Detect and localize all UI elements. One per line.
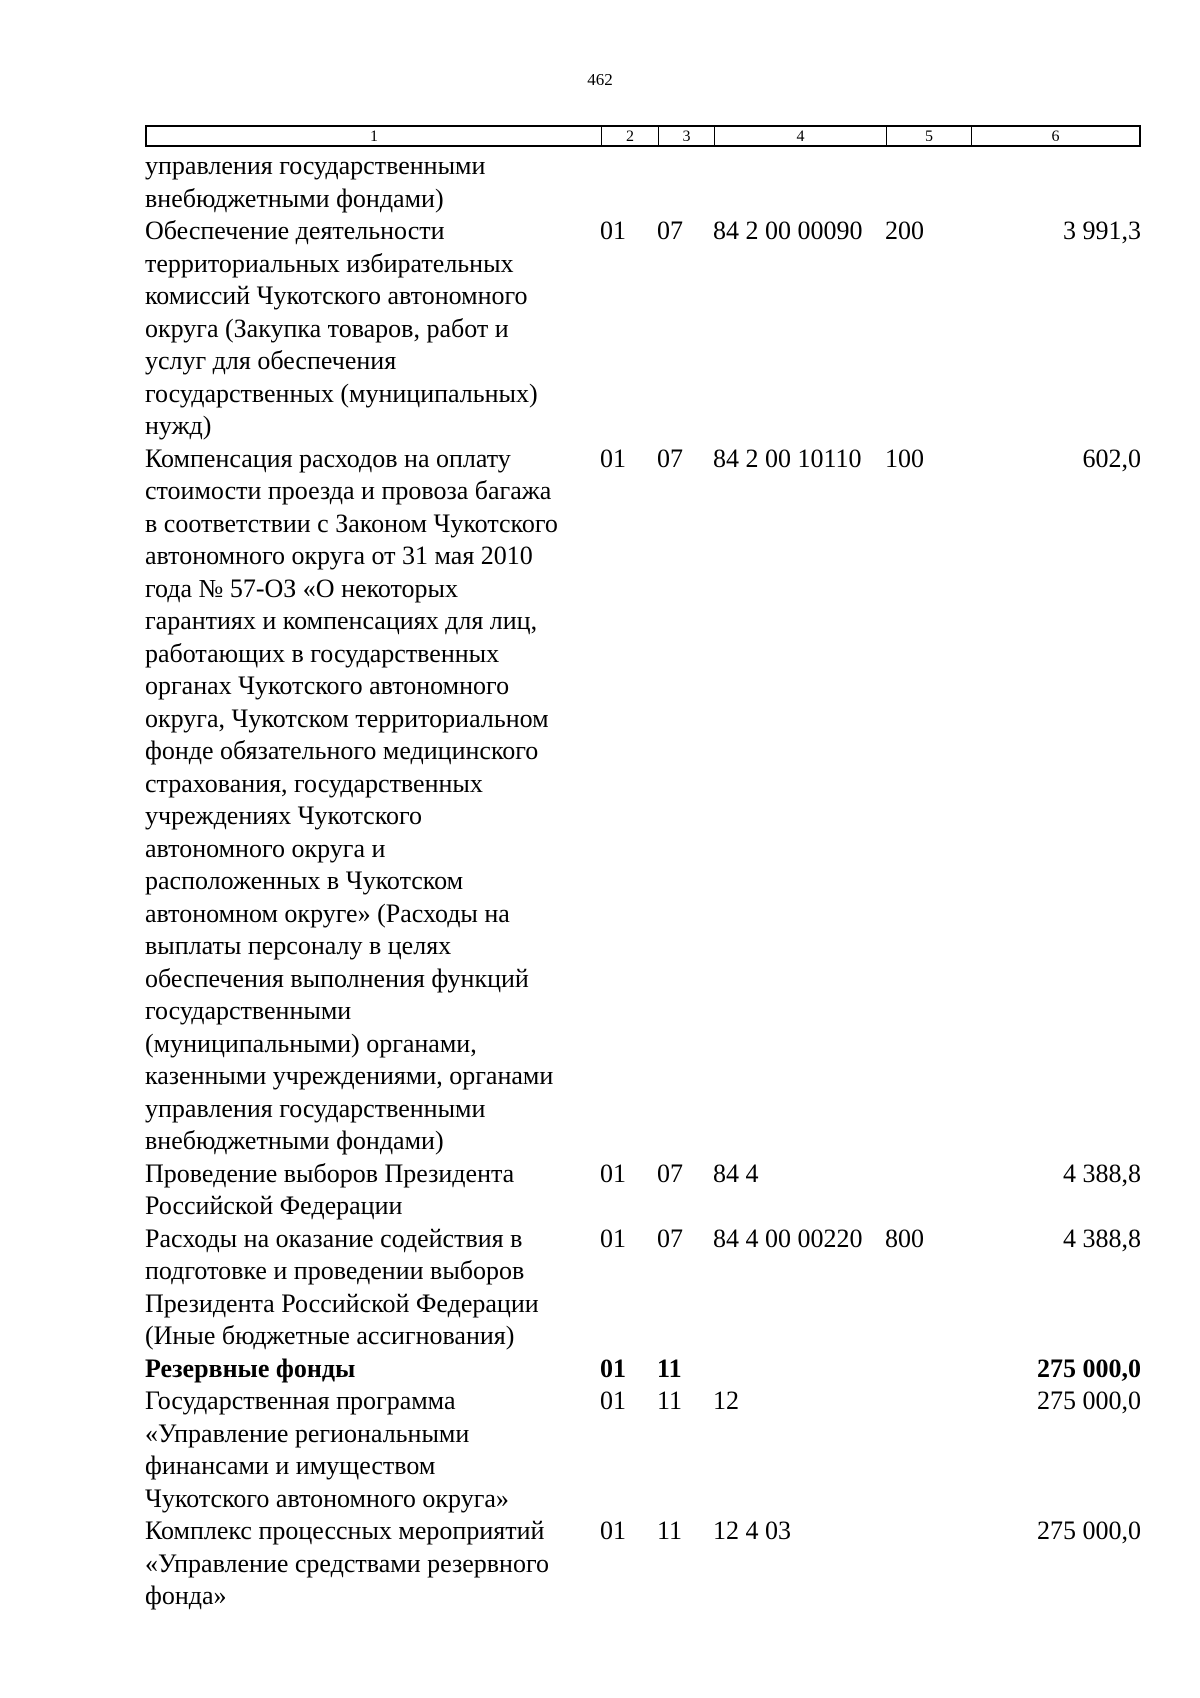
target-article-code: 84 4 00 00220 [713, 1223, 863, 1253]
section-code: 01 [600, 1353, 626, 1383]
section-code: 01 [600, 1386, 626, 1415]
expense-name-line: Компенсация расходов на оплату [145, 443, 511, 473]
amount [970, 150, 1141, 215]
header-col-6: 6 [1051, 128, 1060, 145]
expense-name [145, 1223, 600, 1353]
expense-name-line: автономного округа от 31 мая 2010 [145, 541, 533, 570]
target-article-code [713, 150, 885, 215]
expense-name [145, 1385, 600, 1515]
table-row [145, 215, 1141, 443]
target-article-code: 84 4 [713, 1158, 759, 1188]
subsection-code: 11 [657, 1516, 683, 1545]
expense-type-code [885, 1515, 970, 1613]
expense-name-line: работающих в государственных [145, 638, 500, 668]
expense-name-line: казенными учреждениями, органами [145, 1061, 554, 1090]
expense-name-line: Обеспечение деятельности [145, 216, 445, 245]
amount: 275 000,0 [1037, 1386, 1141, 1415]
subsection-code: 11 [657, 1386, 683, 1415]
header-col-4: 4 [715, 127, 887, 145]
amount: 3 991,3 [1063, 216, 1141, 245]
amount: 602,0 [1082, 443, 1141, 473]
expense-name-line: стоимости проезда и провоза багажа [145, 476, 552, 505]
table-row [145, 1385, 1141, 1515]
table-row [145, 1158, 1141, 1223]
expense-name-line: территориальных избирательных [145, 248, 514, 278]
expense-name-line: учреждениях Чукотского [145, 801, 423, 830]
header-col-3: 3 [659, 127, 715, 145]
section-code: 01 [600, 443, 626, 473]
amount: 4 388,8 [1063, 1158, 1141, 1188]
subsection-code: 07 [657, 1223, 683, 1253]
expense-name-line: в соответствии с Законом Чукотского [145, 508, 558, 538]
expense-type-code [885, 1385, 970, 1515]
expense-name-line: услуг для обеспечения [145, 346, 397, 375]
expense-name-line: Расходы на оказание содействия в [145, 1223, 523, 1253]
subsection-code: 07 [657, 216, 683, 245]
expense-name-line: гарантиях и компенсациях для лиц, [145, 606, 538, 635]
target-article-code: 12 4 03 [713, 1516, 791, 1545]
expense-name-line: органах Чукотского автономного [145, 671, 510, 700]
expense-name-line: внебюджетными фондами) [145, 183, 444, 213]
expense-name-line: финансами и имуществом [145, 1451, 436, 1480]
expense-type-code: 200 [885, 216, 924, 245]
expense-name-line: выплаты персоналу в целях [145, 931, 452, 960]
expense-name-line: фонде обязательного медицинского [145, 736, 539, 765]
subsection-code: 07 [657, 1158, 683, 1188]
expense-type-code [885, 1353, 970, 1386]
expense-name [145, 150, 600, 215]
expense-name-line: Президента Российской Федерации [145, 1288, 539, 1318]
expense-name-line: округа, Чукотском территориальном [145, 703, 549, 733]
expense-name-line: (Иные бюджетные ассигнования) [145, 1321, 515, 1350]
amount: 4 388,8 [1063, 1223, 1141, 1253]
section-code: 01 [600, 1223, 626, 1253]
section-code: 01 [600, 1516, 626, 1545]
expense-name-line: автономного округа и [145, 833, 386, 863]
target-article-code: 84 2 00 00090 [713, 216, 863, 245]
header-col-1: 1 [147, 127, 602, 145]
expense-name-line: «Управление региональными [145, 1418, 470, 1448]
subsection-code: 07 [657, 443, 683, 473]
table-row [145, 150, 1141, 215]
expense-name-line: государственных (муниципальных) [145, 378, 538, 408]
header-col-5: 5 [887, 127, 972, 145]
subsection-code [657, 150, 713, 215]
section-code [600, 150, 657, 215]
expense-name [145, 1353, 600, 1386]
expense-type-code [885, 150, 970, 215]
expense-name-line: года № 57-ОЗ «О некоторых [145, 573, 458, 603]
expense-name [145, 1515, 600, 1613]
expense-type-code [885, 1158, 970, 1223]
expense-name-line: обеспечения выполнения функций [145, 963, 529, 993]
expense-name-line: государственными [145, 996, 352, 1025]
expense-name-line: комиссий Чукотского автономного [145, 281, 528, 310]
expense-name-line: (муниципальными) органами, [145, 1028, 477, 1058]
expense-name-line: управления государственными [145, 1093, 486, 1123]
expense-name-line: Комплекс процессных мероприятий [145, 1516, 545, 1545]
subsection-code: 11 [657, 1353, 682, 1383]
expense-name-line: подготовке и проведении выборов [145, 1256, 525, 1285]
expense-type-code: 800 [885, 1223, 924, 1253]
expense-name-line: «Управление средствами резервного [145, 1548, 549, 1578]
expense-name [145, 1158, 600, 1223]
expense-name-line: страхования, государственных [145, 768, 483, 798]
expense-name-line: автономном округе» (Расходы на [145, 898, 510, 928]
expense-name-line: Государственная программа [145, 1386, 456, 1415]
table-body [145, 150, 1141, 1613]
header-col-2: 2 [602, 127, 659, 145]
table-row [145, 1515, 1141, 1613]
amount: 275 000,0 [1037, 1353, 1141, 1383]
expense-name [145, 443, 600, 1158]
section-code: 01 [600, 216, 626, 245]
table-row [145, 443, 1141, 1158]
target-article-code: 12 [713, 1386, 739, 1415]
expense-name-line: округа (Закупка товаров, работ и [145, 313, 509, 343]
expense-name-line: нужд) [145, 411, 212, 440]
target-article-code [713, 1353, 885, 1386]
expense-name-line: Российской Федерации [145, 1191, 403, 1220]
expense-type-code: 100 [885, 443, 924, 473]
table-row [145, 1353, 1141, 1386]
expense-name-line: фонда» [145, 1581, 227, 1610]
expense-name-line: расположенных в Чукотском [145, 866, 464, 895]
section-code: 01 [600, 1158, 626, 1188]
expense-name-line: Чукотского автономного округа» [145, 1483, 509, 1513]
target-article-code: 84 2 00 10110 [713, 443, 862, 473]
expense-name-line: Проведение выборов Президента [145, 1158, 515, 1188]
page-number: 462 [587, 70, 613, 89]
expense-name [145, 215, 600, 443]
table-row [145, 1223, 1141, 1353]
expense-name-line: Резервные фонды [145, 1353, 356, 1383]
expense-name-line: управления государственными [145, 151, 486, 180]
table-header [145, 125, 1141, 147]
expense-name-line: внебюджетными фондами) [145, 1126, 444, 1155]
amount: 275 000,0 [1037, 1516, 1141, 1545]
